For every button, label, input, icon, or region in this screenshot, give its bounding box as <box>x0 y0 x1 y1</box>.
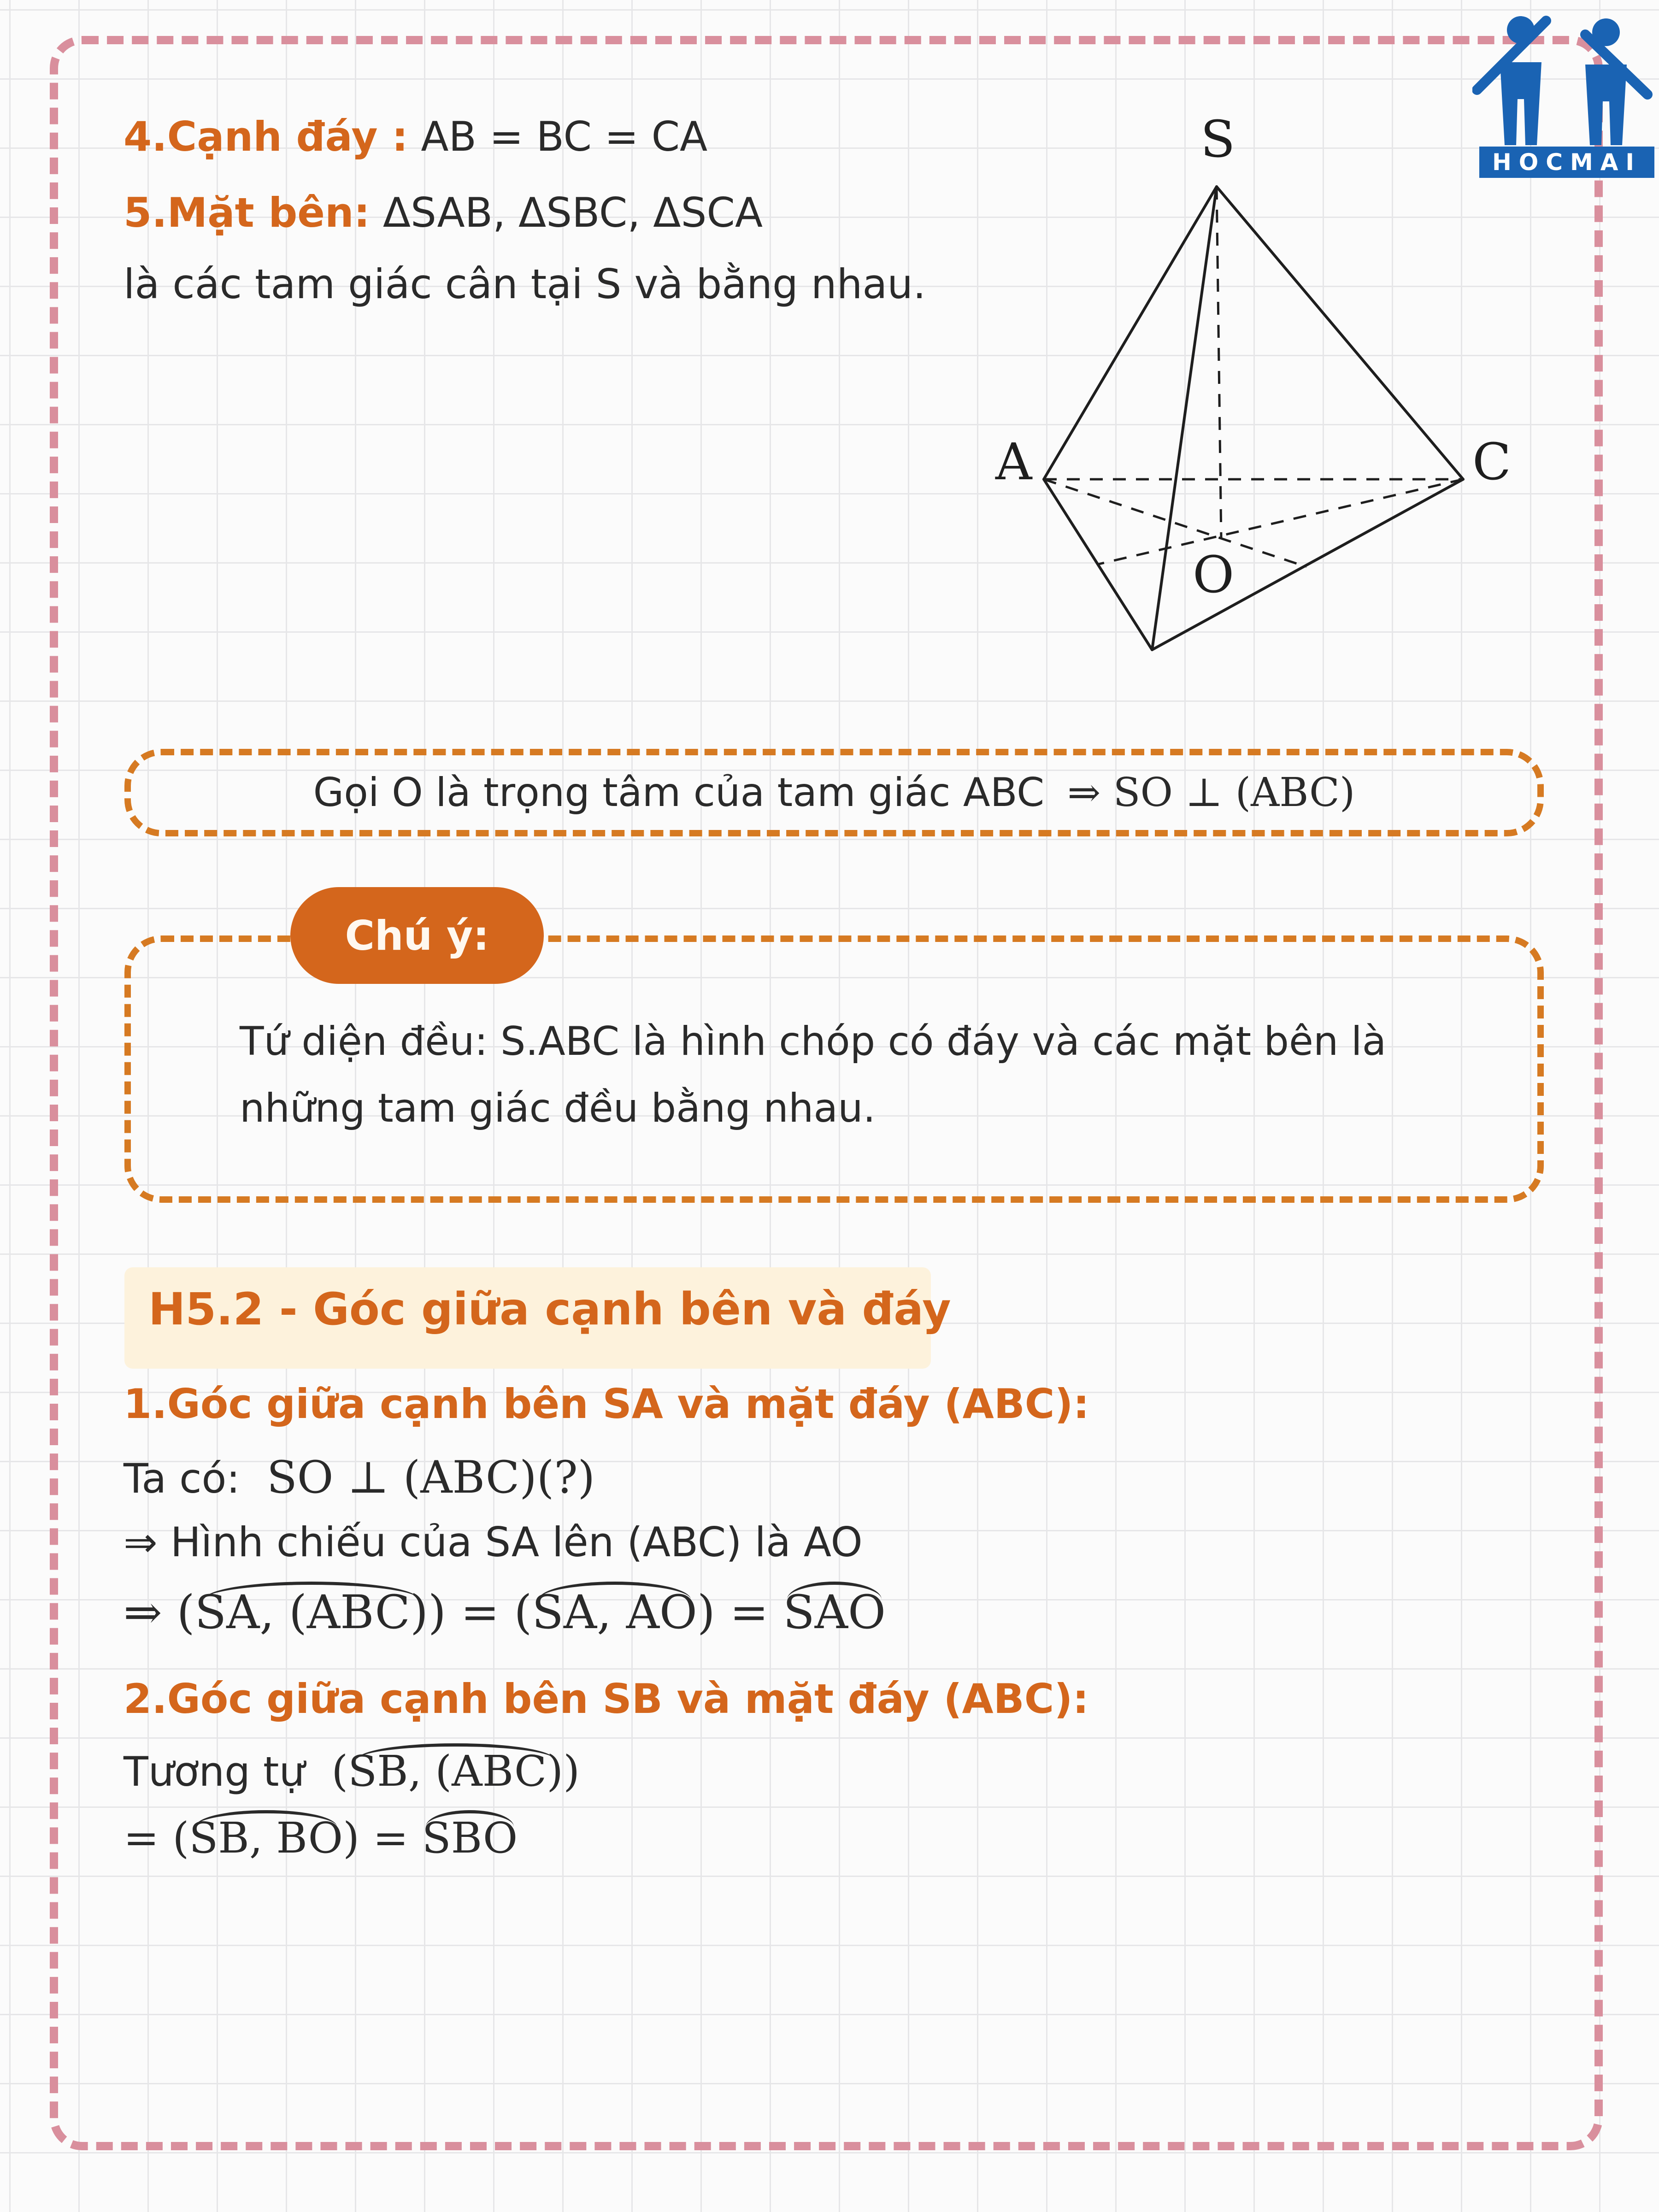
edge-item <box>124 113 707 160</box>
eq3-part: = ( <box>124 1813 189 1863</box>
angle-equation-sb <box>124 1813 518 1863</box>
label-O: O <box>1193 545 1235 604</box>
tuongtu-line <box>124 1747 580 1796</box>
taco-label: Ta có: <box>124 1455 240 1502</box>
eq2-arc: SB, (ABC) <box>348 1747 564 1796</box>
taco-math: SO ⊥ (ABC)(?) <box>266 1452 595 1503</box>
subheading-sa: 1.Góc giữa cạnh bên SA và mặt đáy (ABC): <box>124 1380 1089 1428</box>
edge-value: AB = BC = CA <box>421 113 708 160</box>
tetrahedron-figure <box>968 92 1567 682</box>
tuongtu-math <box>331 1747 580 1796</box>
face-description: là các tam giác cân tại S và bằng nhau. <box>124 260 926 308</box>
edge-SC <box>1217 187 1463 479</box>
section-title: H5.2 - Góc giữa cạnh bên và đáy <box>148 1283 951 1335</box>
median-C <box>1097 479 1463 565</box>
face-item <box>124 189 763 236</box>
label-S: S <box>1200 110 1235 169</box>
eq3-part: ) = <box>343 1813 422 1863</box>
angle-equation-sa <box>124 1585 886 1639</box>
label-C: C <box>1472 432 1512 491</box>
eq2-part: ) <box>563 1747 580 1796</box>
note-line-2: những tam giác đều bằng nhau. <box>240 1085 876 1131</box>
eq1-part: ⇒ ( <box>124 1585 195 1639</box>
eq1-arc-2: SA, AO <box>532 1585 697 1639</box>
tuongtu-label: Tương tự <box>124 1748 305 1795</box>
note-badge: Chú ý: <box>290 887 544 984</box>
callout-math: ⇒ SO ⊥ (ABC) <box>1067 770 1355 816</box>
eq1-part: ) = ( <box>428 1585 532 1639</box>
edge-SA <box>1044 187 1217 479</box>
taco-line <box>124 1452 595 1503</box>
eq3-arc-1: SB, BO <box>189 1813 343 1863</box>
face-value: ΔSAB, ΔSBC, ΔSCA <box>382 189 763 236</box>
centroid-callout <box>124 749 1544 836</box>
face-label: 5.Mặt bên: <box>124 189 370 236</box>
note-line-1: Tứ diện đều: S.ABC là hình chóp có đáy và các mặt bên là <box>240 1018 1387 1065</box>
height-SO <box>1217 187 1221 539</box>
eq1-arc-3: SAO <box>783 1585 886 1639</box>
subheading-sb: 2.Góc giữa cạnh bên SB và mặt đáy (ABC): <box>124 1675 1089 1723</box>
edge-label: 4.Cạnh đáy : <box>124 113 408 160</box>
eq1-part: ) = <box>697 1585 783 1639</box>
eq1-arc-1: SA, (ABC) <box>194 1585 428 1639</box>
projection-line: ⇒ Hình chiếu của SA lên (ABC) là AO <box>124 1518 863 1566</box>
label-A: A <box>995 432 1032 491</box>
eq3-arc-2: SBO <box>422 1813 518 1863</box>
eq2-part: ( <box>331 1747 348 1796</box>
logo-text: HOCMAI <box>1479 147 1654 178</box>
callout-text: Gọi O là trọng tâm của tam giác ABC <box>313 770 1045 816</box>
